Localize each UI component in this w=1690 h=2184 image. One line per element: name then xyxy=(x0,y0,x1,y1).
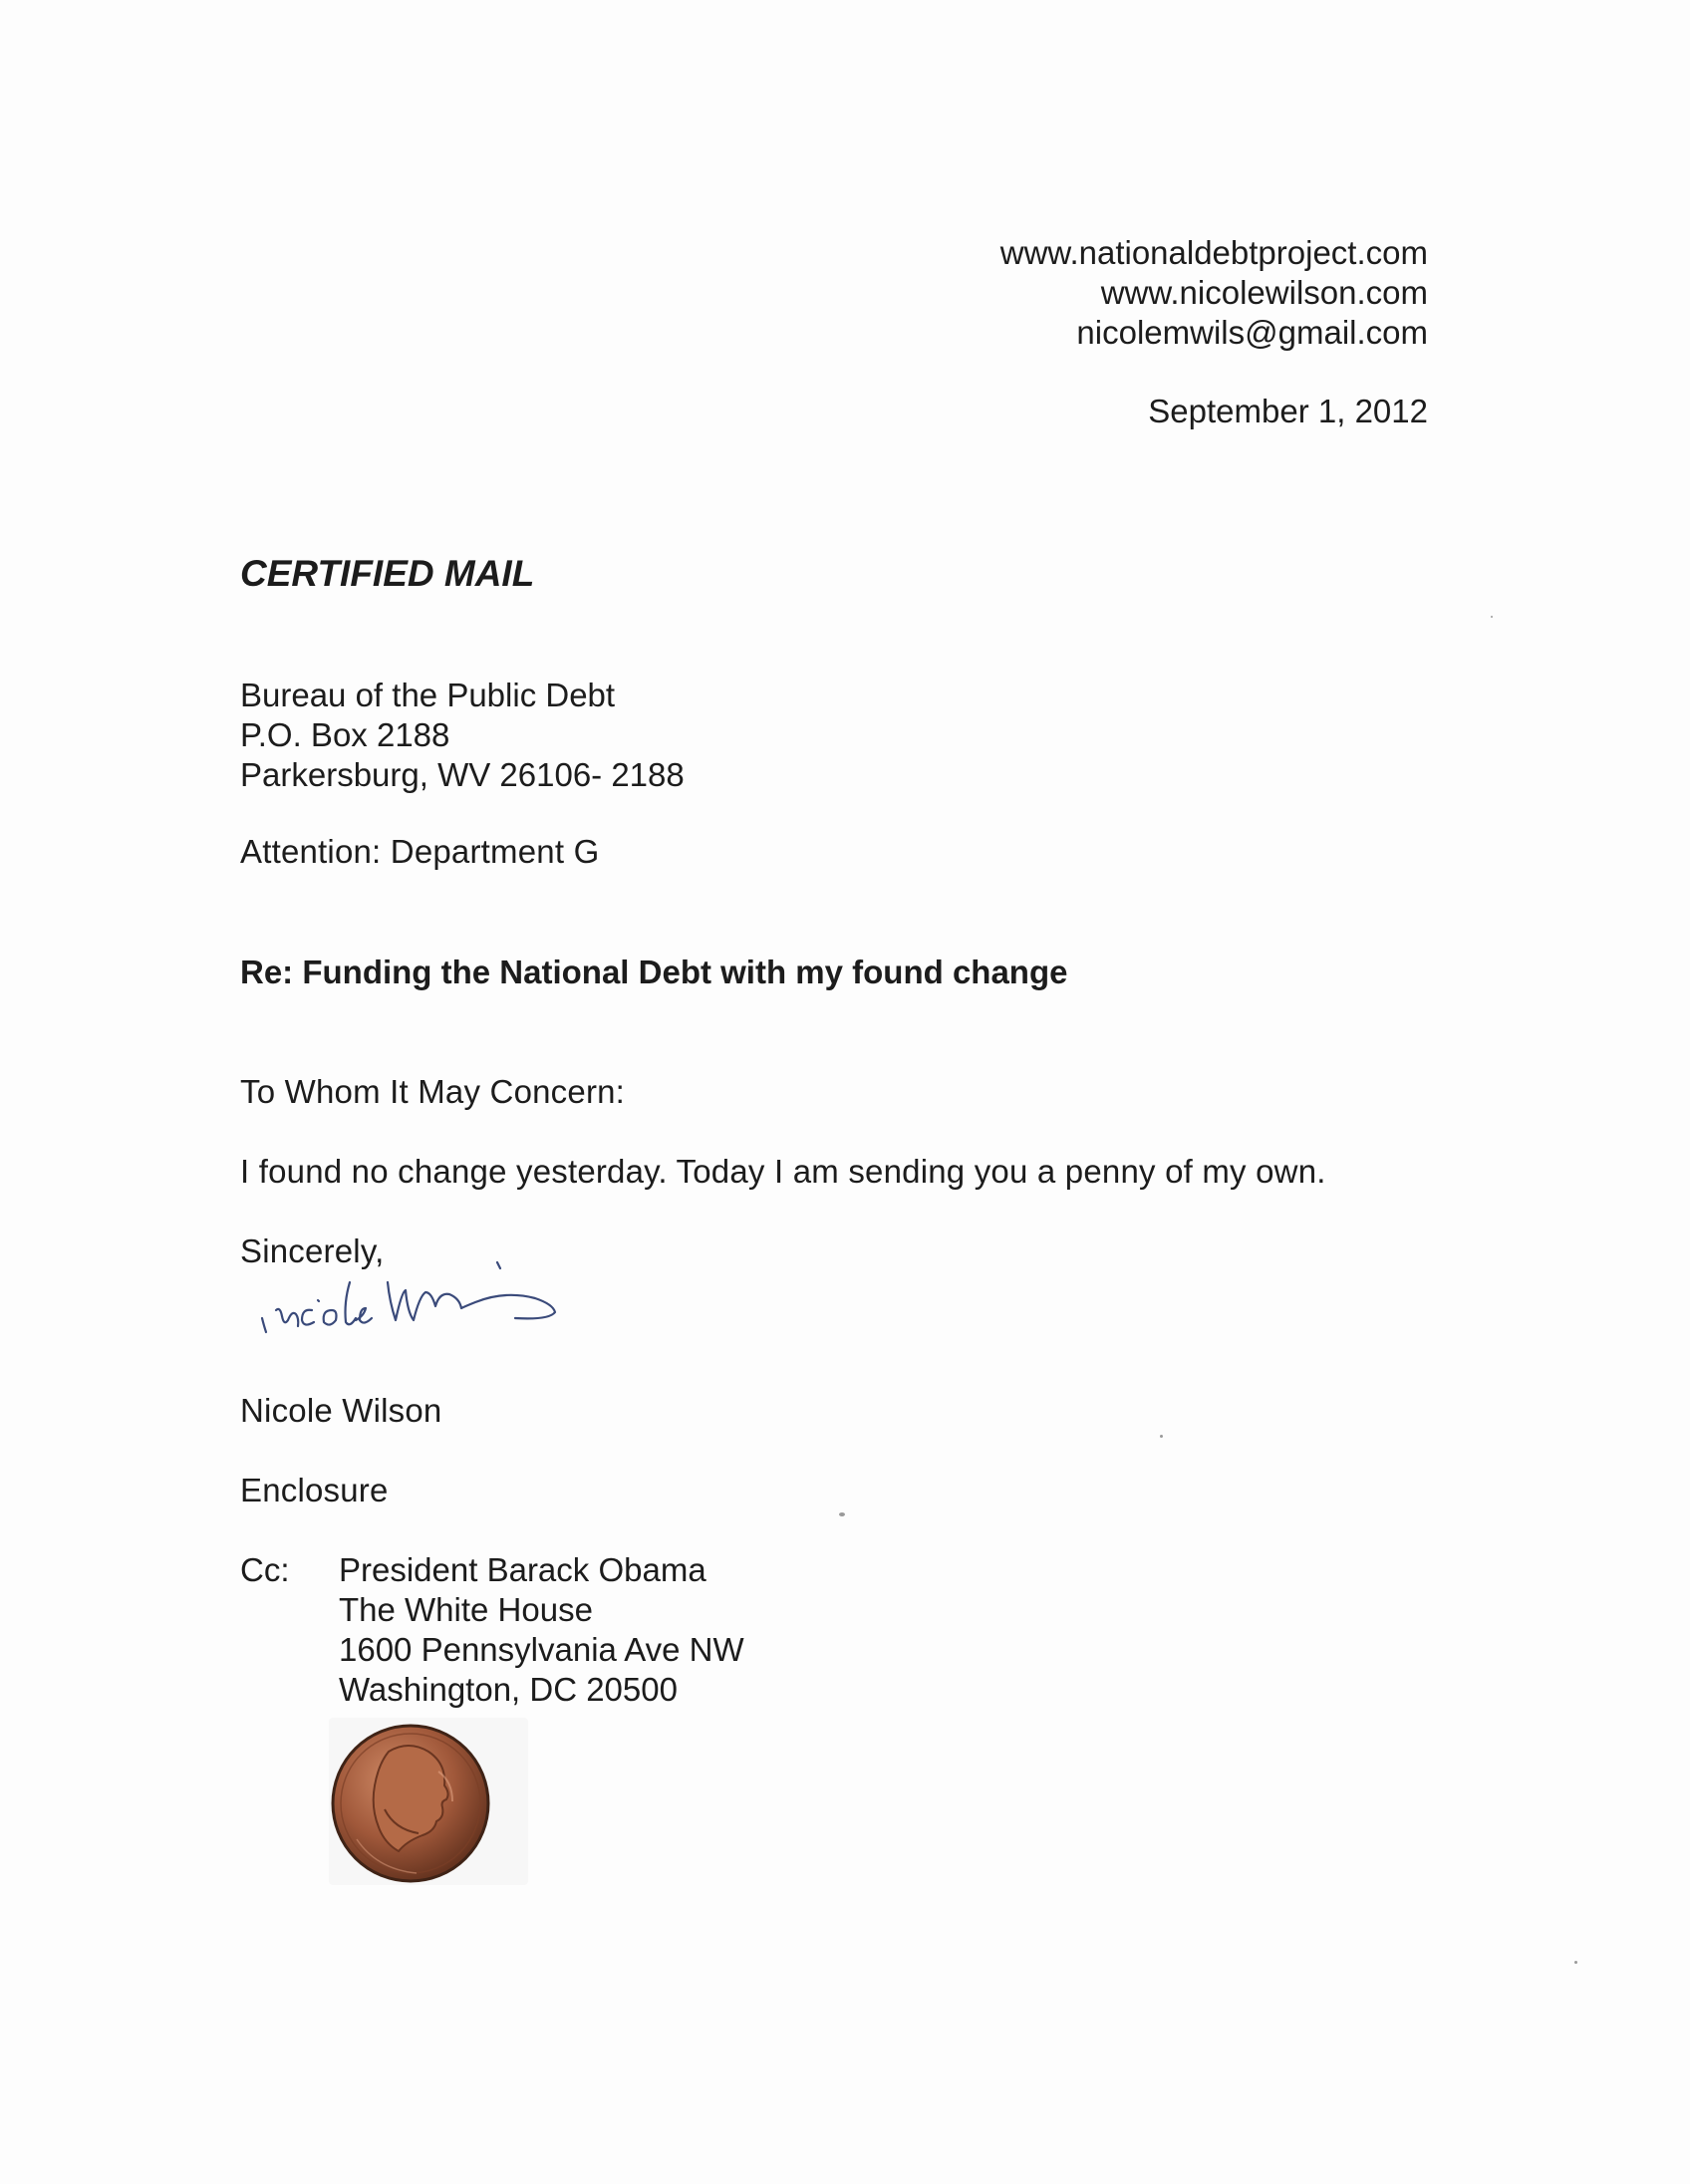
cc-line: The White House xyxy=(339,1591,593,1628)
scan-speck xyxy=(1160,1435,1163,1438)
contact-website-project: www.nationaldebtproject.com xyxy=(999,234,1428,271)
cc-line: President Barack Obama xyxy=(339,1551,706,1588)
cc-line: Washington, DC 20500 xyxy=(339,1671,678,1708)
closing: Sincerely, xyxy=(240,1232,385,1269)
cc-line: 1600 Pennsylvania Ave NW xyxy=(339,1631,744,1668)
scan-speck xyxy=(839,1512,845,1516)
penny-coin xyxy=(319,1712,538,1891)
cc-address xyxy=(339,1550,744,1710)
recipient-line: Bureau of the Public Debt xyxy=(240,677,616,713)
recipient-address xyxy=(240,676,685,795)
delivery-note: CERTIFIED MAIL xyxy=(240,553,535,594)
body-paragraph: I found no change yesterday. Today I am sending you a penny of my own. xyxy=(240,1153,1326,1190)
contact-email: nicolemwils@gmail.com xyxy=(1076,314,1428,351)
recipient-line: P.O. Box 2188 xyxy=(240,716,450,753)
contact-block xyxy=(1000,233,1428,353)
subject-line: Re: Funding the National Debt with my found change xyxy=(240,954,1068,990)
printed-name: Nicole Wilson xyxy=(240,1392,442,1429)
handwritten-signature xyxy=(254,1260,673,1355)
letter-date: September 1, 2012 xyxy=(1148,393,1428,429)
enclosure-note: Enclosure xyxy=(240,1472,389,1508)
cc-label: Cc: xyxy=(240,1551,290,1588)
attention-line: Attention: Department G xyxy=(240,833,600,870)
salutation: To Whom It May Concern: xyxy=(240,1073,626,1110)
scan-speck xyxy=(1574,1961,1577,1964)
scan-speck xyxy=(1491,616,1493,618)
recipient-line: Parkersburg, WV 26106- 2188 xyxy=(240,756,685,793)
contact-website-personal: www.nicolewilson.com xyxy=(1100,274,1428,311)
